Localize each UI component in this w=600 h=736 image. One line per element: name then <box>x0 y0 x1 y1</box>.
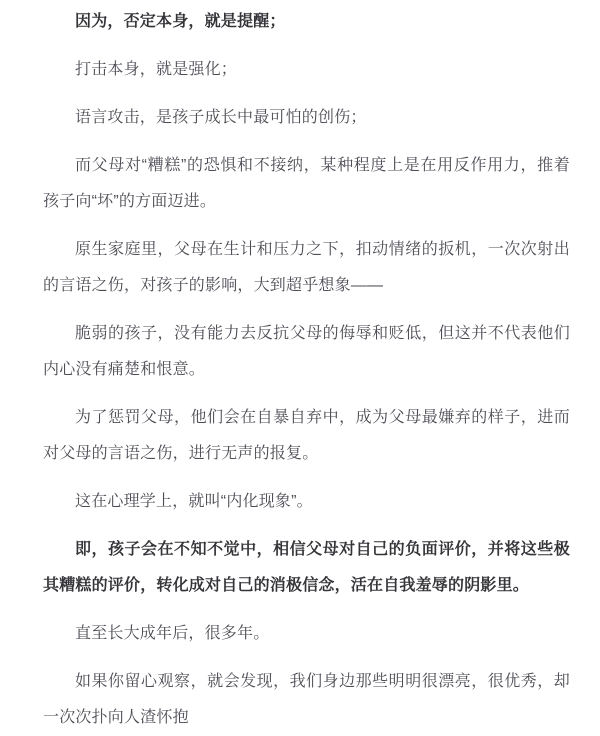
paragraph-9: 即，孩子会在不知不觉中，相信父母对自己的负面评价，并将这些极其糟糕的评价，转化成对自己的消极信念，活在自我羞辱的阴影里。 <box>43 541 570 594</box>
paragraph-10: 直至长大成年后，很多年。 <box>75 625 270 642</box>
paragraph-4: 而父母对“糟糕”的恐惧和不接纳，某种程度上是在用反作用力，推着孩子向“坏”的方面迈进。 <box>43 157 570 210</box>
paragraph-11: 如果你留心观察，就会发现，我们身边那些明明很漂亮，很优秀，却一次次扑向人渣怀抱 <box>43 673 570 726</box>
paragraph-3: 语言攻击，是孩子成长中最可怕的创伤； <box>75 109 367 126</box>
paragraph-8: 这在心理学上，就叫“内化现象”。 <box>75 493 313 510</box>
paragraph-1: 因为，否定本身，就是提醒； <box>75 13 286 30</box>
paragraph-6: 脆弱的孩子，没有能力去反抗父母的侮辱和贬低，但这并不代表他们内心没有痛楚和恨意。 <box>43 325 570 378</box>
paragraph-5: 原生家庭里，父母在生计和压力之下，扣动情绪的扳机，一次次射出的言语之伤，对孩子的影响，大到超乎想象—— <box>43 241 570 294</box>
paragraph-7: 为了惩罚父母，他们会在自暴自弃中，成为父母最嫌弃的样子，进而对父母的言语之伤，进行无声的报复。 <box>43 409 570 462</box>
paragraph-2: 打击本身，就是强化； <box>75 61 238 78</box>
